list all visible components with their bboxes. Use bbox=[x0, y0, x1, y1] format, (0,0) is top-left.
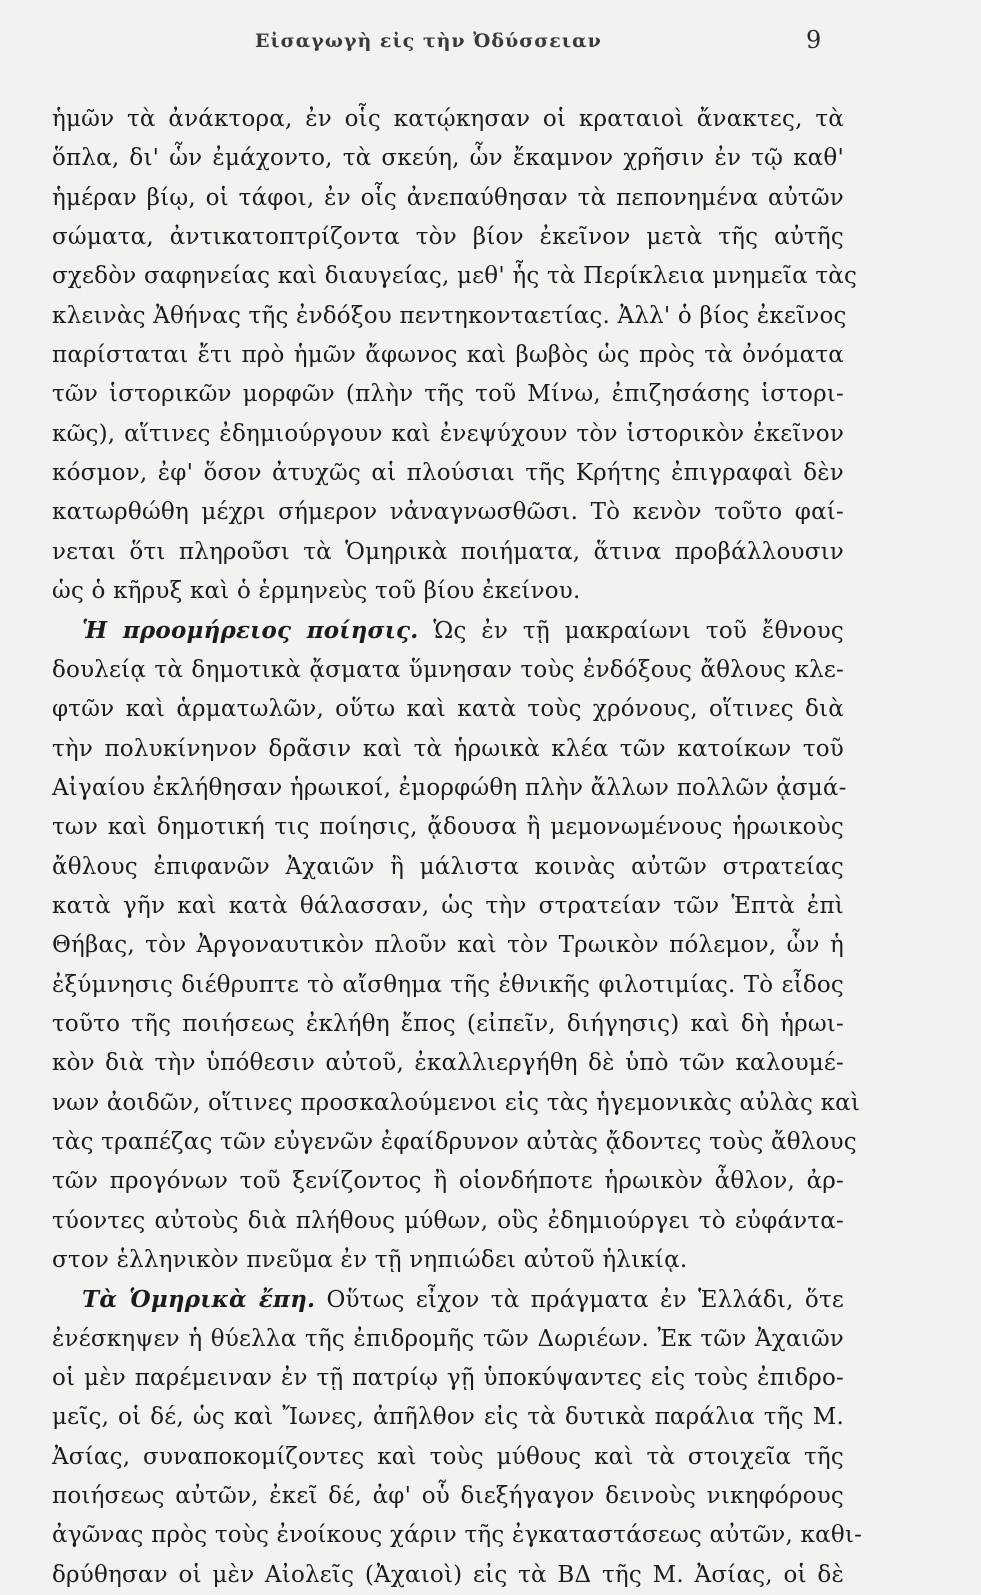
text-line: ἡμέραν βίῳ, οἱ τάφοι, ἐν οἷς ἀνεπαύθησαν τὰ πεπονημένα αὐτῶν bbox=[52, 184, 844, 211]
text-line: δρύθησαν οἱ μὲν Αἰολεῖς (Ἀχαιοὶ) εἰς τὰ ΒΔ τῆς Μ. Ἀσίας, οἱ δὲ bbox=[52, 1561, 844, 1588]
text-line: φτῶν καὶ ἁρματωλῶν, οὕτω καὶ κατὰ τοὺς χρόνους, οἵτινες διὰ bbox=[52, 696, 844, 723]
text-line: ὅπλα, δι' ὧν ἐμάχοντο, τὰ σκεύη, ὧν ἔκαμνον χρῆσιν ἐν τῷ καθ' bbox=[52, 145, 844, 172]
text-line: ποιήσεως αὐτῶν, ἐκεῖ δέ, ἀφ' οὗ διεξήγαγον δεινοὺς νικηφόρους bbox=[52, 1483, 844, 1510]
section-heading-line bbox=[52, 1280, 844, 1319]
text-line: νων ἀοιδῶν, οἵτινες προσκαλούμενοι εἰς τὰς ἡγεμονικὰς αὐλὰς καὶ bbox=[52, 1089, 861, 1116]
text-line: ὡς ὁ κῆρυξ καὶ ὁ ἑρμηνεὺς τοῦ βίου ἐκείνου. bbox=[52, 578, 581, 605]
text-line: των καὶ δημοτική τις ποίησις, ᾄδουσα ἢ μεμονωμένους ἡρωικοὺς bbox=[52, 814, 844, 841]
text-line: κῶς), αἵτινες ἐδημιούργουν καὶ ἐνεψύχουν τὸν ἱστορικὸν ἐκεῖνον bbox=[52, 420, 844, 447]
text-line: κατὰ γῆν καὶ κατὰ θάλασσαν, ὡς τὴν στρατείαν τῶν Ἑπτὰ ἐπὶ bbox=[52, 892, 844, 919]
text-line: ἀγῶνας πρὸς τοὺς ἐνοίκους χάριν τῆς ἐγκαταστάσεως αὐτῶν, καθι- bbox=[52, 1522, 863, 1549]
page-number: 9 bbox=[806, 26, 822, 54]
text-line: μεῖς, οἱ δέ, ὡς καὶ Ἴωνες, ἀπῆλθον εἰς τὰ δυτικὰ παράλια τῆς Μ. bbox=[52, 1404, 844, 1431]
text-line: Ἀσίας, συναποκομίζοντες καὶ τοὺς μύθους καὶ τὰ στοιχεῖα τῆς bbox=[52, 1443, 844, 1470]
section-heading-line bbox=[52, 611, 844, 650]
text-line: τοῦτο τῆς ποιήσεως ἐκλήθη ἔπος (εἰπεῖν, διήγησις) καὶ δὴ ἡρωι- bbox=[52, 1010, 844, 1037]
body-text bbox=[52, 100, 863, 1595]
text-line: παρίσταται ἔτι πρὸ ἡμῶν ἄφωνος καὶ βωβὸς ὡς πρὸς τὰ ὀνόματα bbox=[52, 342, 844, 369]
running-title: Εἰσαγωγὴ εἰς τὴν Ὀδύσσειαν bbox=[255, 30, 602, 52]
text-line: τὴν πολυκίνηνον δρᾶσιν καὶ τὰ ἡρωικὰ κλέα τῶν κατοίκων τοῦ bbox=[52, 735, 844, 762]
section-heading-continuation: Ὡς ἐν τῇ μακραίωνι τοῦ ἔθνους bbox=[418, 618, 844, 645]
text-line: οἱ μὲν παρέμειναν ἐν τῇ πατρίῳ γῇ ὑποκύψαντες εἰς τοὺς ἐπιδρο- bbox=[52, 1365, 844, 1391]
text-line: τῶν ἱστορικῶν μορφῶν (πλὴν τῆς τοῦ Μίνω, ἐπιζησάσης ἱστορι- bbox=[52, 381, 844, 408]
text-line: τύοντες αὐτοὺς διὰ πλήθους μύθων, οὓς ἐδημιούργει τὸ εὐφάντα- bbox=[52, 1207, 844, 1234]
section-heading: Ἡ προομήρειος ποίησις. bbox=[82, 617, 419, 645]
text-line: κλεινὰς Ἀθήνας τῆς ἐνδόξου πεντηκονταετίας. Ἀλλ' ὁ βίος ἐκεῖνος bbox=[52, 302, 847, 329]
text-line: Θήβας, τὸν Ἀργοναυτικὸν πλοῦν καὶ τὸν Τρωικὸν πόλεμον, ὧν ἡ bbox=[52, 932, 844, 959]
text-line: ἡμῶν τὰ ἀνάκτορα, ἐν οἷς κατῴκησαν οἱ κραταιοὶ ἄνακτες, τὰ bbox=[52, 106, 844, 132]
text-line: σώματα, ἀντικατοπτρίζοντα τὸν βίον ἐκεῖνον μετὰ τῆς αὐτῆς bbox=[52, 224, 844, 251]
text-line: κὸν διὰ τὴν ὑπόθεσιν αὐτοῦ, ἐκαλλιεργήθη δὲ ὑπὸ τῶν καλουμέ- bbox=[52, 1050, 844, 1077]
text-line: στον ἑλληνικὸν πνεῦμα ἐν τῇ νηπιώδει αὐτοῦ ἡλικίᾳ. bbox=[52, 1246, 688, 1273]
text-line: ἐξύμνησις διέθρυπτε τὸ αἴσθημα τῆς ἐθνικῆς φιλοτιμίας. Τὸ εἶδος bbox=[52, 971, 844, 998]
text-line: ἄθλους ἐπιφανῶν Ἀχαιῶν ἢ μάλιστα κοινὰς αὐτῶν στρατείας bbox=[52, 853, 844, 880]
text-line: κατωρθώθη μέχρι σήμερον νἀναγνωσθῶσι. Τὸ κενὸν τοῦτο φαί- bbox=[52, 499, 844, 526]
section-heading-continuation: Οὕτως εἶχον τὰ πράγματα ἐν Ἑλλάδι, ὅτε bbox=[315, 1287, 844, 1314]
text-line: δουλείᾳ τὰ δημοτικὰ ᾄσματα ὕμνησαν τοὺς ἐνδόξους ἄθλους κλε- bbox=[52, 656, 844, 683]
section-heading: Τὰ Ὁμηρικὰ ἔπη. bbox=[82, 1286, 316, 1314]
text-line: τῶν προγόνων τοῦ ξενίζοντος ἢ οἱονδήποτε ἡρωικὸν ἆθλον, ἀρ- bbox=[52, 1168, 844, 1195]
text-line: νεται ὅτι πληροῦσι τὰ Ὁμηρικὰ ποιήματα, ἅτινα προβάλλουσιν bbox=[52, 538, 844, 565]
text-line: σχεδὸν σαφηνείας καὶ διαυγείας, μεθ' ἧς τὰ Περίκλεια μνημεῖα τὰς bbox=[52, 263, 858, 290]
text-line: τὰς τραπέζας τῶν εὐγενῶν ἐφαίδρυνον αὐτὰς ᾄδοντες τοὺς ἄθλους bbox=[52, 1128, 857, 1155]
text-line: κόσμον, ἐφ' ὅσον ἀτυχῶς αἱ πλούσιαι τῆς Κρήτης ἐπιγραφαὶ δὲν bbox=[52, 460, 844, 487]
text-line: Αἰγαίου ἐκλήθησαν ἡρωικοί, ἐμορφώθη πλὴν ἄλλων πολλῶν ᾀσμά- bbox=[52, 774, 847, 801]
text-line: ἐνέσκηψεν ἡ θύελλα τῆς ἐπιδρομῆς τῶν Δωριέων. Ἐκ τῶν Ἀχαιῶν bbox=[52, 1325, 844, 1352]
